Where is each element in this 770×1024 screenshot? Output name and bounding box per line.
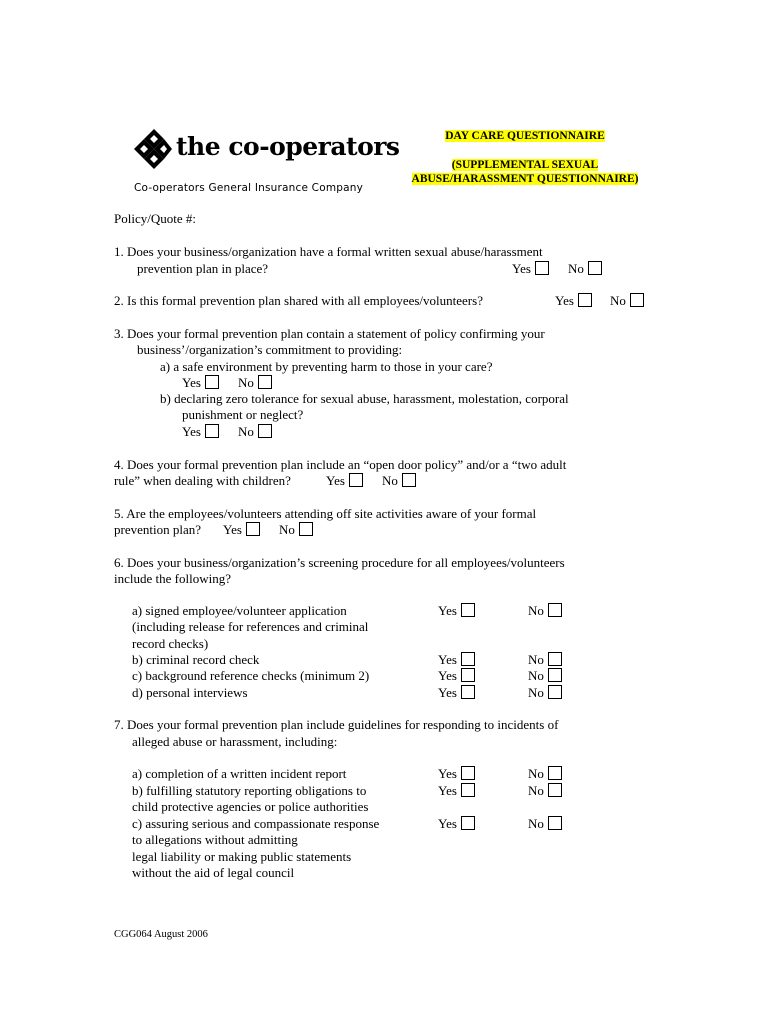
q3b-yes-checkbox[interactable] [205, 424, 219, 438]
q6b-no-option [528, 652, 562, 668]
q7c-no-option [528, 816, 562, 832]
no-label: No [528, 783, 544, 798]
yes-label: Yes [438, 766, 457, 781]
yes-label: Yes [438, 685, 457, 700]
q3b-text-line1: b) declaring zero tolerance for sexual abuse, harassment, molestation, corporal [160, 391, 569, 406]
q7c-no-checkbox[interactable] [548, 816, 562, 830]
q6d-yes-checkbox[interactable] [461, 685, 475, 699]
form-title: DAY CARE QUESTIONNAIRE [445, 130, 605, 142]
q3b-yes-option [182, 424, 219, 440]
q7-text-line1: 7. Does your formal prevention plan include guidelines for responding to incidents of [114, 717, 559, 732]
q7a-no-checkbox[interactable] [548, 766, 562, 780]
q1-no-option [568, 261, 602, 277]
q5-no-option [279, 522, 313, 538]
q1-yes-option [512, 261, 549, 277]
q7a-no-option [528, 766, 562, 782]
q2-yes-option [555, 293, 592, 309]
q3b-no-checkbox[interactable] [258, 424, 272, 438]
no-label: No [238, 375, 254, 390]
q6b-no-checkbox[interactable] [548, 652, 562, 666]
no-label: No [279, 522, 295, 537]
yes-label: Yes [326, 473, 345, 488]
q5-no-checkbox[interactable] [299, 522, 313, 536]
q4-yes-option [326, 473, 363, 489]
q7b-yes-checkbox[interactable] [461, 783, 475, 797]
q4-text-line1: 4. Does your formal prevention plan include an “open door policy” and/or a “two adult [114, 457, 567, 472]
q6a-text-line2: (including release for references and criminal [132, 619, 369, 634]
q6d-text: d) personal interviews [132, 685, 248, 700]
q2-no-option [610, 293, 644, 309]
q6c-text: c) background reference checks (minimum 2) [132, 668, 370, 683]
q7c-text-line3: legal liability or making public statements [132, 849, 352, 864]
q3b-text-line2: punishment or neglect? [182, 407, 304, 422]
no-label: No [528, 652, 544, 667]
q6c-yes-checkbox[interactable] [461, 668, 475, 682]
q7b-no-checkbox[interactable] [548, 783, 562, 797]
q7c-yes-option [438, 816, 475, 832]
q6a-text-line1: a) signed employee/volunteer application [132, 603, 347, 618]
yes-label: Yes [438, 816, 457, 831]
q3a-no-option [238, 375, 272, 391]
q4-yes-checkbox[interactable] [349, 473, 363, 487]
q6a-yes-option [438, 603, 475, 619]
q6a-yes-checkbox[interactable] [461, 603, 475, 617]
q1-text-line2: prevention plan in place? [137, 261, 269, 276]
q6-text-line2: include the following? [114, 571, 231, 586]
q6b-text: b) criminal record check [132, 652, 260, 667]
q6a-no-option [528, 603, 562, 619]
q2-yes-checkbox[interactable] [578, 293, 592, 307]
q7a-yes-option [438, 766, 475, 782]
q6-text-line1: 6. Does your business/organization’s screening procedure for all employees/volunteers [114, 555, 565, 570]
q6c-no-option [528, 668, 562, 684]
q3a-yes-checkbox[interactable] [205, 375, 219, 389]
q1-no-checkbox[interactable] [588, 261, 602, 275]
q6c-yes-option [438, 668, 475, 684]
no-label: No [610, 293, 626, 308]
q5-text-line2: prevention plan? [114, 522, 201, 537]
q7c-text-line1: c) assuring serious and compassionate response [132, 816, 380, 831]
yes-label: Yes [438, 783, 457, 798]
yes-label: Yes [438, 603, 457, 618]
yes-label: Yes [182, 375, 201, 390]
no-label: No [528, 668, 544, 683]
q3-text-line2: business’/organization’s commitment to providing: [137, 342, 403, 357]
q3a-text: a) a safe environment by preventing harm to those in your care? [160, 359, 493, 374]
q7b-text-line1: b) fulfilling statutory reporting obligations to [132, 783, 367, 798]
q3b-no-option [238, 424, 272, 440]
q6d-yes-option [438, 685, 475, 701]
no-label: No [528, 816, 544, 831]
q5-text-line1: 5. Are the employees/volunteers attending off site activities aware of your formal [114, 506, 537, 521]
policy-quote-label: Policy/Quote #: [114, 211, 196, 226]
q4-no-option [382, 473, 416, 489]
q6b-yes-option [438, 652, 475, 668]
q6d-no-option [528, 685, 562, 701]
q6a-no-checkbox[interactable] [548, 603, 562, 617]
q7c-text-line4: without the aid of legal council [132, 865, 295, 880]
no-label: No [528, 766, 544, 781]
no-label: No [528, 685, 544, 700]
q7b-text-line2: child protective agencies or police authorities [132, 799, 369, 814]
q1-text-line1: 1. Does your business/organization have a formal written sexual abuse/harassment [114, 244, 543, 259]
form-subtitle-line1: (SUPPLEMENTAL SEXUAL [451, 159, 599, 171]
yes-label: Yes [438, 668, 457, 683]
form-footer-code: CGG064 August 2006 [114, 929, 208, 940]
q7a-text: a) completion of a written incident report [132, 766, 347, 781]
q2-no-checkbox[interactable] [630, 293, 644, 307]
form-subtitle-line2: ABUSE/HARASSMENT QUESTIONNAIRE) [411, 173, 639, 185]
q7b-no-option [528, 783, 562, 799]
yes-label: Yes [438, 652, 457, 667]
yes-label: Yes [182, 424, 201, 439]
q6a-text-line3: record checks) [132, 636, 209, 651]
q4-no-checkbox[interactable] [402, 473, 416, 487]
q5-yes-checkbox[interactable] [246, 522, 260, 536]
q6c-no-checkbox[interactable] [548, 668, 562, 682]
yes-label: Yes [512, 261, 531, 276]
no-label: No [238, 424, 254, 439]
q7b-yes-option [438, 783, 475, 799]
no-label: No [382, 473, 398, 488]
q7c-text-line2: to allegations without admitting [132, 832, 298, 847]
logo-company-name: Co-operators General Insurance Company [134, 182, 364, 194]
q3-text-line1: 3. Does your formal prevention plan contain a statement of policy confirming your [114, 326, 545, 341]
q2-text: 2. Is this formal prevention plan shared with all employees/volunteers? [114, 293, 483, 308]
q3a-no-checkbox[interactable] [258, 375, 272, 389]
q7c-yes-checkbox[interactable] [461, 816, 475, 830]
q6d-no-checkbox[interactable] [548, 685, 562, 699]
logo-wordmark: the co-operators [176, 132, 400, 161]
yes-label: Yes [555, 293, 574, 308]
q3a-yes-option [182, 375, 219, 391]
q5-yes-option [223, 522, 260, 538]
q7-text-line2: alleged abuse or harassment, including: [132, 734, 338, 749]
no-label: No [568, 261, 584, 276]
q1-yes-checkbox[interactable] [535, 261, 549, 275]
q7a-yes-checkbox[interactable] [461, 766, 475, 780]
no-label: No [528, 603, 544, 618]
co-operators-interlocking-logo-icon [132, 128, 174, 170]
yes-label: Yes [223, 522, 242, 537]
q6b-yes-checkbox[interactable] [461, 652, 475, 666]
q4-text-line2: rule” when dealing with children? [114, 473, 291, 488]
